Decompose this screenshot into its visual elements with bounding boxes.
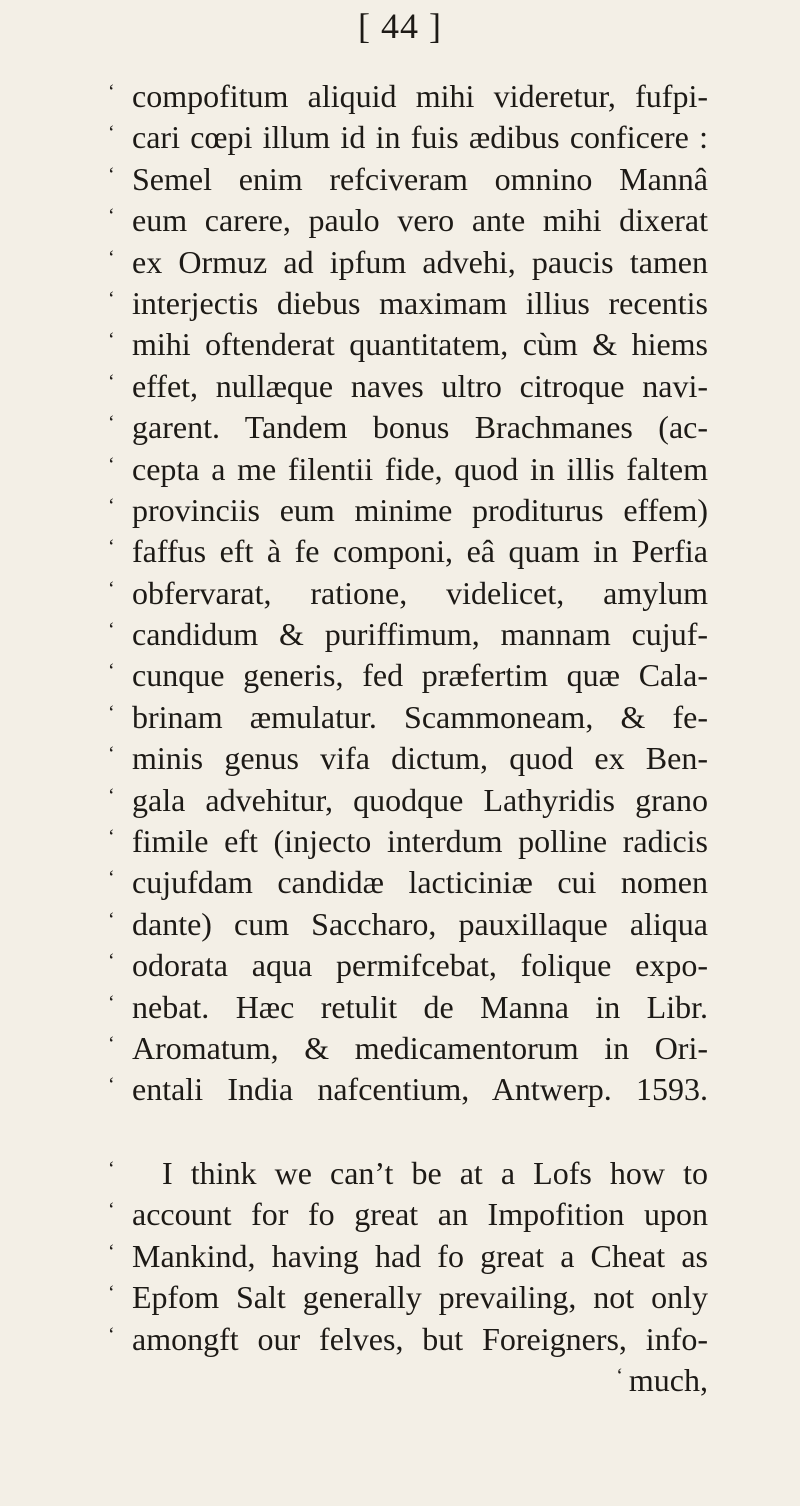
text-line bbox=[108, 531, 708, 572]
quote-mark: ‘ bbox=[108, 577, 115, 600]
latin-paragraph bbox=[108, 76, 708, 1111]
line-text: amongft our felves, but Foreigners, info- bbox=[132, 1320, 708, 1357]
line-text: Epfom Salt generally prevailing, not only bbox=[132, 1279, 708, 1316]
quote-mark: ‘ bbox=[108, 1074, 115, 1097]
text-line bbox=[108, 1194, 708, 1235]
text-line bbox=[108, 1153, 708, 1194]
quote-mark: ‘ bbox=[108, 826, 115, 849]
text-line bbox=[108, 987, 708, 1028]
line-text: cunque generis, fed præfertim quæ Cala- bbox=[132, 657, 708, 694]
line-text: brinam æmulatur. Scammoneam, & fe- bbox=[132, 698, 708, 735]
line-text: effet, nullæque naves ultro citroque navi- bbox=[132, 367, 708, 404]
line-text: Aromatum, & medicamentorum in Ori- bbox=[132, 1029, 708, 1066]
catchword bbox=[108, 1360, 708, 1401]
page-number: [ 44 ] bbox=[358, 6, 442, 46]
line-text: ex Ormuz ad ipfum advehi, paucis tamen bbox=[132, 243, 708, 280]
line-text: odorata aqua permifcebat, folique expo- bbox=[132, 947, 708, 984]
quote-mark: ‘ bbox=[108, 494, 115, 517]
line-text: eum carere, paulo vero ante mihi dixerat bbox=[132, 202, 708, 239]
quote-mark: ‘ bbox=[108, 1323, 115, 1346]
line-text: garent. Tandem bonus Brachmanes (ac- bbox=[132, 409, 708, 446]
line-text: obfervarat, ratione, videlicet, amylum bbox=[132, 574, 708, 611]
text-line bbox=[108, 324, 708, 365]
quote-mark: ‘ bbox=[108, 536, 115, 559]
quote-mark: ‘ bbox=[108, 743, 115, 766]
text-line bbox=[108, 117, 708, 158]
text-line bbox=[108, 614, 708, 655]
quote-mark: ‘ bbox=[108, 701, 115, 724]
quote-mark: ‘ bbox=[108, 329, 115, 352]
line-text: dante) cum Saccharo, pauxillaque aliqua bbox=[132, 905, 708, 942]
quote-mark: ‘ bbox=[108, 1158, 115, 1180]
line-text: interjectis diebus maximam illius recentis bbox=[132, 284, 708, 321]
line-text: Semel enim refciveram omnino Mannâ bbox=[132, 160, 708, 197]
english-paragraph bbox=[108, 1153, 708, 1401]
text-line bbox=[108, 655, 708, 696]
quote-mark: ‘ bbox=[108, 163, 115, 186]
text-line bbox=[108, 904, 708, 945]
line-text: candidum & puriffimum, mannam cujuf- bbox=[132, 616, 708, 653]
line-text: Mankind, having had fo great a Cheat as bbox=[132, 1237, 708, 1274]
text-line bbox=[108, 862, 708, 903]
text-line bbox=[108, 780, 708, 821]
line-text: provinciis eum minime proditurus effem) bbox=[132, 491, 708, 528]
quote-mark: ‘ bbox=[108, 1032, 115, 1055]
line-text: cepta a me filentii fide, quod in illis faltem bbox=[132, 450, 708, 487]
line-text: cari cœpi illum id in fuis ædibus conficere : bbox=[132, 119, 708, 156]
text-line bbox=[108, 1069, 708, 1110]
text-line bbox=[108, 697, 708, 738]
quote-mark: ‘ bbox=[108, 246, 115, 269]
quote-mark: ‘ bbox=[108, 1240, 115, 1263]
quote-mark: ‘ bbox=[108, 287, 115, 310]
quote-mark: ‘ bbox=[108, 122, 115, 145]
quote-mark: ‘ bbox=[108, 81, 115, 103]
quote-mark: ‘ bbox=[616, 1364, 623, 1387]
text-line bbox=[108, 200, 708, 241]
line-text: entali India nafcentium, Antwerp. 1593. bbox=[132, 1071, 708, 1108]
text-line bbox=[108, 159, 708, 200]
text-line bbox=[108, 738, 708, 779]
quote-mark: ‘ bbox=[108, 867, 115, 890]
line-text: gala advehitur, quodque Lathyridis grano bbox=[132, 781, 708, 818]
quote-mark: ‘ bbox=[108, 784, 115, 807]
text-line bbox=[108, 1028, 708, 1069]
line-text: account for fo great an Impofition upon bbox=[132, 1196, 708, 1233]
quote-mark: ‘ bbox=[108, 1199, 115, 1222]
line-text: minis genus vifa dictum, quod ex Ben- bbox=[132, 740, 708, 777]
line-text: nebat. Hæc retulit de Manna in Libr. bbox=[132, 988, 708, 1025]
line-text: compofitum aliquid mihi videretur, fufpi- bbox=[132, 78, 708, 114]
line-text: fimile eft (injecto interdum polline radicis bbox=[132, 823, 708, 860]
line-text: mihi oftenderat quantitatem, cùm & hiems bbox=[132, 326, 708, 363]
text-line bbox=[108, 76, 708, 117]
text-line bbox=[108, 1236, 708, 1277]
text-line bbox=[108, 407, 708, 448]
quote-mark: ‘ bbox=[108, 370, 115, 393]
quote-mark: ‘ bbox=[108, 619, 115, 642]
quote-mark: ‘ bbox=[108, 1282, 115, 1305]
text-line bbox=[108, 821, 708, 862]
text-line bbox=[108, 490, 708, 531]
quote-mark: ‘ bbox=[108, 453, 115, 476]
text-line bbox=[108, 1319, 708, 1360]
text-line bbox=[108, 1277, 708, 1318]
text-line bbox=[108, 242, 708, 283]
line-text: I think we can’t be at a Lofs how to bbox=[162, 1155, 708, 1191]
quote-mark: ‘ bbox=[108, 950, 115, 973]
quote-mark: ‘ bbox=[108, 412, 115, 435]
catchword-text: much, bbox=[628, 1361, 708, 1398]
quote-mark: ‘ bbox=[108, 991, 115, 1014]
text-line bbox=[108, 573, 708, 614]
line-text: faffus eft à fe componi, eâ quam in Perfia bbox=[132, 533, 708, 570]
line-text: cujufdam candidæ lacticiniæ cui nomen bbox=[132, 864, 708, 901]
quote-mark: ‘ bbox=[108, 908, 115, 931]
quote-mark: ‘ bbox=[108, 205, 115, 228]
quote-mark: ‘ bbox=[108, 660, 115, 683]
text-line bbox=[108, 366, 708, 407]
text-line bbox=[108, 945, 708, 986]
text-line bbox=[108, 449, 708, 490]
text-line bbox=[108, 283, 708, 324]
